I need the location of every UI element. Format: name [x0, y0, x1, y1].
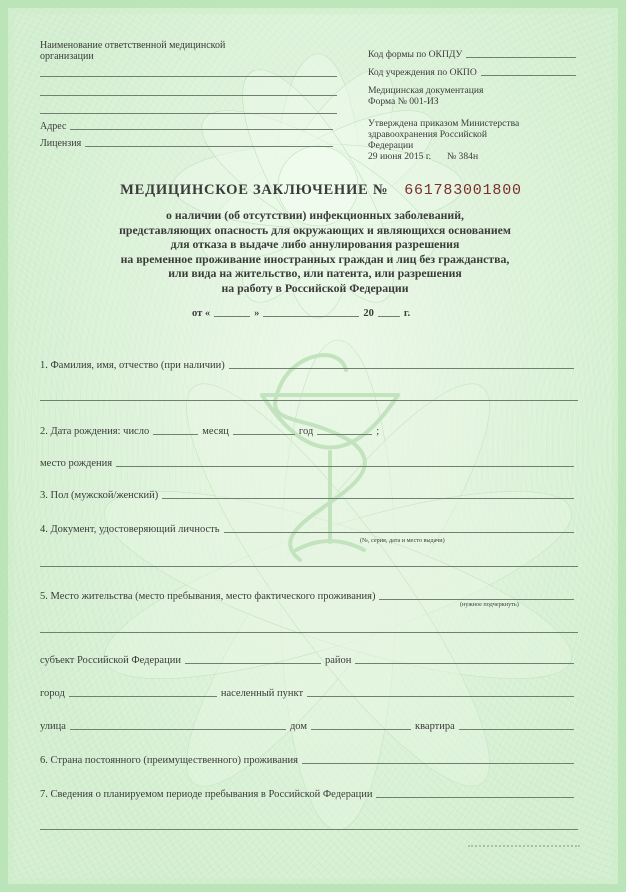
- sex-line: [162, 498, 574, 499]
- order-number: № 384н: [447, 151, 479, 162]
- subject-label: субъект Российской Федерации: [40, 655, 181, 666]
- country-label: 6. Страна постоянного (преимущественного) проживания: [40, 755, 298, 766]
- country-row: [40, 755, 578, 767]
- license-line: [85, 146, 333, 147]
- birth-date-label: 2. Дата рождения: число: [40, 426, 150, 437]
- birthplace-label: место рождения: [40, 458, 113, 469]
- day-line: [214, 316, 250, 317]
- city-label: город: [40, 688, 65, 699]
- doc-type: Медицинская документация: [368, 85, 484, 96]
- country-line: [302, 763, 574, 764]
- subtitle-line: на работу в Российской Федерации: [221, 280, 409, 295]
- address-row: [40, 121, 337, 133]
- title-heading: МЕДИЦИНСКОЕ ЗАКЛЮЧЕНИЕ №: [120, 182, 389, 198]
- document-title: [96, 182, 546, 199]
- okpo-row: [368, 67, 580, 79]
- city-row: [40, 688, 578, 700]
- district-line: [355, 663, 574, 664]
- id-document-line-2: [40, 566, 578, 567]
- residence-hint: (нужное подчеркнуть): [460, 601, 519, 608]
- address-label: Адрес: [40, 121, 67, 132]
- house-line: [311, 729, 411, 730]
- residence-line: [379, 599, 574, 600]
- birthplace-line: [116, 466, 574, 467]
- approved-line: здравоохранения Российской: [368, 129, 487, 140]
- full-name-line-2: [40, 400, 578, 401]
- birth-date-row: [40, 426, 379, 438]
- subtitle-line: или вида на жительство, или патента, или разрешения: [168, 266, 462, 281]
- residence-label: 5. Место жительства (место пребывания, место фактического проживания): [40, 591, 376, 602]
- birth-date-end: ;: [376, 426, 380, 437]
- settlement-label: населенный пункт: [220, 688, 304, 699]
- certificate-number: 661783001800: [404, 182, 522, 199]
- subtitle-line: на временное проживание иностранных граждан и лиц без гражданства,: [120, 251, 510, 266]
- full-name-label: 1. Фамилия, имя, отчество (при наличии): [40, 360, 225, 371]
- settlement-line: [307, 696, 574, 697]
- stay-period-label: 7. Сведения о планируемом периоде пребывания в Российской Федерации: [40, 789, 373, 800]
- approved-line: Утверждена приказом Министерства: [368, 118, 520, 129]
- approved-line: Федерации: [368, 140, 414, 151]
- form-number: Форма № 001-ИЗ: [368, 96, 439, 107]
- stay-period-line-2: [40, 829, 578, 830]
- year-prefix: 20: [363, 308, 374, 319]
- address-line: [70, 129, 333, 130]
- street-row: [40, 721, 578, 733]
- full-name-line: [229, 368, 574, 369]
- subject-row: [40, 655, 578, 667]
- sex-label: 3. Пол (мужской/женский): [40, 490, 159, 501]
- id-document-label: 4. Документ, удостоверяющий личность: [40, 524, 220, 535]
- subtitle-line: для отказа в выдаче либо аннулирования разрешения: [170, 237, 460, 252]
- okpdu-line: [466, 57, 576, 58]
- residence-line-2: [40, 632, 578, 633]
- stay-period-line: [376, 797, 574, 798]
- date-prefix: от «: [192, 308, 211, 319]
- subject-line: [185, 663, 321, 664]
- year-line: [378, 316, 400, 317]
- sex-row: [40, 490, 578, 502]
- city-line: [69, 696, 217, 697]
- license-row: [40, 138, 337, 150]
- id-document-row: [40, 524, 578, 536]
- birth-year-line: [317, 434, 372, 435]
- full-name-row: [40, 360, 578, 372]
- license-label: Лицензия: [40, 138, 82, 149]
- street-label: улица: [40, 721, 66, 732]
- birthplace-row: [40, 458, 578, 470]
- id-document-hint: (№, серия, дата и место выдачи): [360, 537, 445, 544]
- organization-name-line: [40, 113, 337, 114]
- district-label: район: [324, 655, 352, 666]
- id-document-line: [224, 532, 575, 533]
- okpo-line: [481, 75, 576, 76]
- organization-name-line: [40, 95, 337, 96]
- birth-month-label: месяц: [202, 426, 229, 437]
- apartment-line: [459, 729, 574, 730]
- birth-year-label: год: [298, 426, 314, 437]
- subtitle-line: о наличии (об отсутствии) инфекционных заболеваний,: [166, 208, 464, 222]
- street-line: [70, 729, 286, 730]
- organization-name-label: Наименование ответственной медицинской: [40, 40, 226, 51]
- month-line: [263, 316, 359, 317]
- document-subtitle: [95, 208, 535, 296]
- order-date: 29 июня 2015 г.: [368, 151, 432, 162]
- apartment-label: квартира: [414, 721, 455, 732]
- organization-name-label-cont: организации: [40, 51, 94, 62]
- date-quote-close: »: [254, 308, 260, 319]
- birth-day-line: [153, 434, 198, 435]
- okpo-label: Код учреждения по ОКПО: [368, 67, 477, 78]
- birth-month-line: [233, 434, 295, 435]
- okpdu-label: Код формы по ОКПДУ: [368, 49, 463, 60]
- subtitle-line: представляющих опасность для окружающих и являющихся основанием: [119, 222, 511, 237]
- printer-imprint: [468, 845, 580, 847]
- house-label: дом: [289, 721, 307, 732]
- okpdu-row: [368, 49, 580, 61]
- year-suffix: г.: [403, 308, 411, 319]
- organization-name-line: [40, 76, 337, 77]
- issue-date-row: [192, 308, 410, 320]
- stay-period-row: [40, 789, 578, 801]
